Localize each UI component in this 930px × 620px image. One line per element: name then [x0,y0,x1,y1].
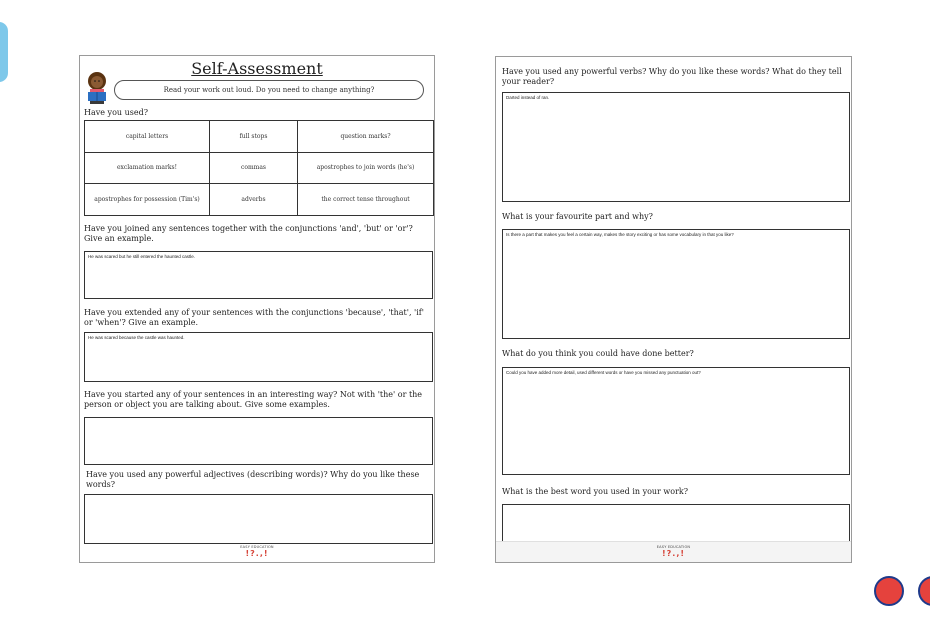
easy-education-logo [496,545,851,558]
logo-mark-text: !?.,! [661,549,685,558]
worksheet-page-1 [79,55,435,563]
checklist-cell[interactable]: capital letters [85,121,210,153]
answer-box-best-word[interactable] [502,504,850,542]
table-row [85,184,434,216]
question-conjunctions-because: Have you extended any of your sentences with the conjunctions 'because', 'that', 'if' or 'when'? Give an example. [84,308,424,327]
decorative-red-circle [874,576,904,606]
checklist-cell[interactable]: adverbs [210,184,298,216]
logo-mark-text: !?.,! [245,549,269,558]
question-done-better: What do you think you could have done better? [502,349,694,358]
easy-education-logo [80,545,434,558]
checklist-cell[interactable]: exclamation marks! [85,152,210,184]
prompt-hint: Could you have added more detail, used different words or have you missed any punctuation out? [506,370,701,375]
logo-mark [80,549,434,558]
instruction-banner: Read your work out loud. Do you need to change anything? [114,80,424,100]
example-answer: He was scared because the castle was haunted. [88,335,185,340]
checklist-cell[interactable]: apostrophes to join words (he's) [298,152,434,184]
worksheet-title: Self-Assessment [191,59,323,78]
logo-brand-text: EASY EDUCATION [240,545,274,549]
example-answer: He was scared but he still entered the haunted castle. [88,254,196,259]
have-you-used-label: Have you used? [84,108,148,117]
table-row [85,121,434,153]
checklist-cell[interactable]: the correct tense throughout [298,184,434,216]
question-powerful-verbs: Have you used any powerful verbs? Why do you like these words? What do they tell your reader? [502,67,842,86]
example-answer: Darted instead of ran. [506,95,550,100]
answer-box-verbs[interactable] [502,92,850,202]
table-row [85,152,434,184]
checklist-cell[interactable]: apostrophes for possession (Tim's) [85,184,210,216]
answer-box-conjunctions-1[interactable] [84,251,433,299]
question-conjunctions-and-but-or: Have you joined any sentences together with the conjunctions 'and', 'but' or 'or'? Give an example. [84,224,413,243]
answer-box-favourite-part[interactable] [502,229,850,339]
question-favourite-part: What is your favourite part and why? [502,212,653,221]
decorative-red-circle [918,576,930,606]
question-powerful-adjectives: Have you used any powerful adjectives (describing words)? Why do you like these words? [86,470,420,489]
punctuation-checklist-table [84,120,434,216]
logo-brand-text: EASY EDUCATION [656,545,691,549]
prompt-hint: Is there a part that makes you feel a certain way, makes the story exciting or has some vocabulary in that you like? [506,232,734,237]
question-best-word: What is the best word you used in your work? [502,487,689,496]
answer-box-sentence-openers[interactable] [84,417,433,465]
checklist-cell[interactable]: question marks? [298,121,434,153]
answer-box-conjunctions-2[interactable] [84,332,433,382]
decorative-blue-shape [0,22,8,82]
answer-box-done-better[interactable] [502,367,850,475]
checklist-cell[interactable]: full stops [210,121,298,153]
girl-reading-icon [84,70,112,106]
worksheet-page-2 [495,56,852,563]
question-sentence-openers: Have you started any of your sentences in an interesting way? Not with 'the' or the person or object you are talking about. Give some examples. [84,390,423,409]
answer-box-adjectives[interactable] [84,494,433,544]
checklist-cell[interactable]: commas [210,152,298,184]
logo-mark [496,549,851,558]
